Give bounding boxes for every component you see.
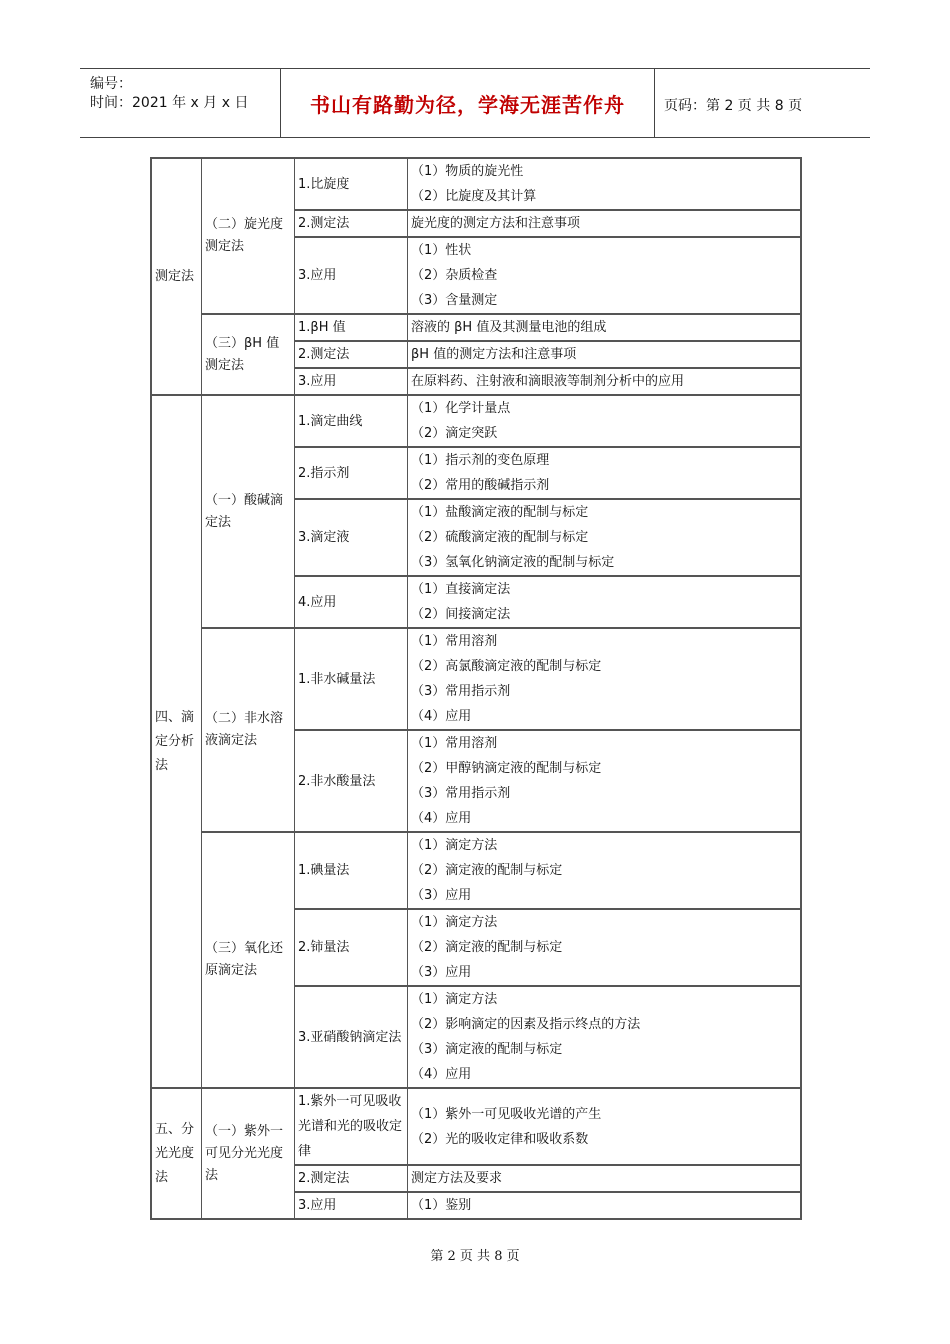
- table-subsection: [202, 313, 800, 394]
- item-label: 4.应用: [295, 577, 408, 627]
- document-date: 时间：2021 年 x 月 x 日: [90, 95, 249, 111]
- table-row: [295, 209, 800, 236]
- table-subsection: [202, 396, 800, 627]
- point-text: （1）直接滴定法: [411, 582, 511, 597]
- item-points: [408, 448, 800, 498]
- point-text: （2）比旋度及其计算: [411, 189, 537, 204]
- section-title: 四、滴定分析法: [152, 396, 202, 1087]
- subsection-title: （二）旋光度测定法: [202, 159, 295, 313]
- table-row: [295, 575, 800, 627]
- header-page-number: 页码：第 2 页 共 8 页: [664, 98, 803, 114]
- point-text: （3）滴定液的配制与标定: [411, 1042, 563, 1057]
- item-label: 1.紫外一可见吸收光谱和光的吸收定律: [295, 1089, 408, 1164]
- table-row: [295, 396, 800, 446]
- item-label: 1.比旋度: [295, 159, 408, 209]
- item-points: [408, 629, 800, 729]
- item-label: 1.βH 值: [295, 315, 408, 340]
- table-row: [295, 629, 800, 729]
- table-row: [295, 159, 800, 209]
- point-text: （4）应用: [411, 811, 472, 826]
- point-text: （2）杂质检查: [411, 268, 498, 283]
- point-text: （1）鉴别: [411, 1198, 472, 1213]
- table-subsection: [202, 831, 800, 1087]
- subsection-title: （一）紫外一可见分光光度法: [202, 1089, 295, 1218]
- item-points: [408, 369, 800, 394]
- point-text: （3）应用: [411, 888, 472, 903]
- item-label: 1.非水碱量法: [295, 629, 408, 729]
- page-header: [80, 68, 870, 138]
- point-text: （1）化学计量点: [411, 401, 511, 416]
- point-text: （2）间接滴定法: [411, 607, 511, 622]
- point-text: （2）滴定液的配制与标定: [411, 940, 563, 955]
- table-row: [295, 236, 800, 313]
- table-row: [295, 315, 800, 340]
- table-section: [152, 394, 800, 1087]
- point-text: （1）指示剂的变色原理: [411, 453, 550, 468]
- item-points: [408, 159, 800, 209]
- item-label: 3.应用: [295, 238, 408, 313]
- table-row: [295, 908, 800, 985]
- point-text: （1）滴定方法: [411, 915, 498, 930]
- point-text: （2）高氯酸滴定液的配制与标定: [411, 659, 602, 674]
- table-row: [295, 1164, 800, 1191]
- point-text: （1）常用溶剂: [411, 736, 498, 751]
- point-text: 旋光度的测定方法和注意事项: [411, 216, 581, 231]
- point-text: （2）滴定突跃: [411, 426, 498, 441]
- item-points: [408, 315, 800, 340]
- point-text: βH 值的测定方法和注意事项: [411, 347, 577, 362]
- table-section: [152, 159, 800, 394]
- item-label: 1.滴定曲线: [295, 396, 408, 446]
- point-text: （1）盐酸滴定液的配制与标定: [411, 505, 589, 520]
- point-text: 在原料药、注射液和滴眼液等制剂分析中的应用: [411, 374, 685, 389]
- point-text: （1）物质的旋光性: [411, 164, 524, 179]
- item-points: [408, 1193, 800, 1218]
- point-text: （1）滴定方法: [411, 838, 498, 853]
- item-label: 1.碘量法: [295, 833, 408, 908]
- item-points: [408, 833, 800, 908]
- section-title: 五、分光光度法: [152, 1089, 202, 1218]
- point-text: 测定方法及要求: [411, 1171, 503, 1186]
- table-row: [295, 729, 800, 831]
- document-number: 编号：: [90, 76, 132, 92]
- syllabus-table: [150, 157, 802, 1220]
- item-points: [408, 1089, 800, 1164]
- item-points: [408, 342, 800, 367]
- point-text: 溶液的 βH 值及其测量电池的组成: [411, 320, 607, 335]
- item-label: 3.亚硝酸钠滴定法: [295, 987, 408, 1087]
- point-text: （4）应用: [411, 1067, 472, 1082]
- item-label: 2.非水酸量法: [295, 731, 408, 831]
- table-section: [152, 1087, 800, 1218]
- subsection-title: （一）酸碱滴定法: [202, 396, 295, 627]
- table-subsection: [202, 1089, 800, 1218]
- table-row: [295, 985, 800, 1087]
- item-points: [408, 577, 800, 627]
- point-text: （3）应用: [411, 965, 472, 980]
- point-text: （2）硫酸滴定液的配制与标定: [411, 530, 589, 545]
- item-label: 3.应用: [295, 1193, 408, 1218]
- table-row: [295, 498, 800, 575]
- point-text: （4）应用: [411, 709, 472, 724]
- item-label: 3.滴定液: [295, 500, 408, 575]
- header-meta: [80, 69, 280, 137]
- point-text: （2）影响滴定的因素及指示终点的方法: [411, 1017, 641, 1032]
- item-label: 3.应用: [295, 369, 408, 394]
- item-label: 2.测定法: [295, 342, 408, 367]
- subsection-title: （三）βH 值测定法: [202, 315, 295, 394]
- table-row: [295, 1191, 800, 1218]
- table-subsection: [202, 627, 800, 831]
- item-label: 2.测定法: [295, 1166, 408, 1191]
- item-points: [408, 500, 800, 575]
- item-points: [408, 396, 800, 446]
- table-row: [295, 446, 800, 498]
- item-points: [408, 238, 800, 313]
- table-row: [295, 833, 800, 908]
- item-points: [408, 1166, 800, 1191]
- item-label: 2.铈量法: [295, 910, 408, 985]
- point-text: （3）氢氧化钠滴定液的配制与标定: [411, 555, 615, 570]
- point-text: （2）光的吸收定律和吸收系数: [411, 1131, 589, 1147]
- point-text: （1）性状: [411, 243, 472, 258]
- table-row: [295, 1089, 800, 1164]
- point-text: （1）滴定方法: [411, 992, 498, 1007]
- table-subsection: [202, 159, 800, 313]
- item-points: [408, 211, 800, 236]
- item-label: 2.指示剂: [295, 448, 408, 498]
- point-text: （2）滴定液的配制与标定: [411, 863, 563, 878]
- point-text: （3）常用指示剂: [411, 684, 511, 699]
- page-footer: 第 2 页 共 8 页: [430, 1249, 520, 1264]
- subsection-title: （三）氧化还原滴定法: [202, 833, 295, 1087]
- item-points: [408, 731, 800, 831]
- table-row: [295, 367, 800, 394]
- header-motto: 书山有路勤为径，学海无涯苦作舟: [280, 69, 655, 137]
- item-label: 2.测定法: [295, 211, 408, 236]
- point-text: （3）常用指示剂: [411, 786, 511, 801]
- item-points: [408, 910, 800, 985]
- point-text: （1）常用溶剂: [411, 634, 498, 649]
- point-text: （3）含量测定: [411, 293, 498, 308]
- point-text: （2）甲醇钠滴定液的配制与标定: [411, 761, 602, 776]
- point-text: （1）紫外一可见吸收光谱的产生: [411, 1106, 602, 1122]
- point-text: （2）常用的酸碱指示剂: [411, 478, 550, 493]
- subsection-title: （二）非水溶液滴定法: [202, 629, 295, 831]
- table-row: [295, 340, 800, 367]
- item-points: [408, 987, 800, 1087]
- section-title: 测定法: [152, 159, 202, 394]
